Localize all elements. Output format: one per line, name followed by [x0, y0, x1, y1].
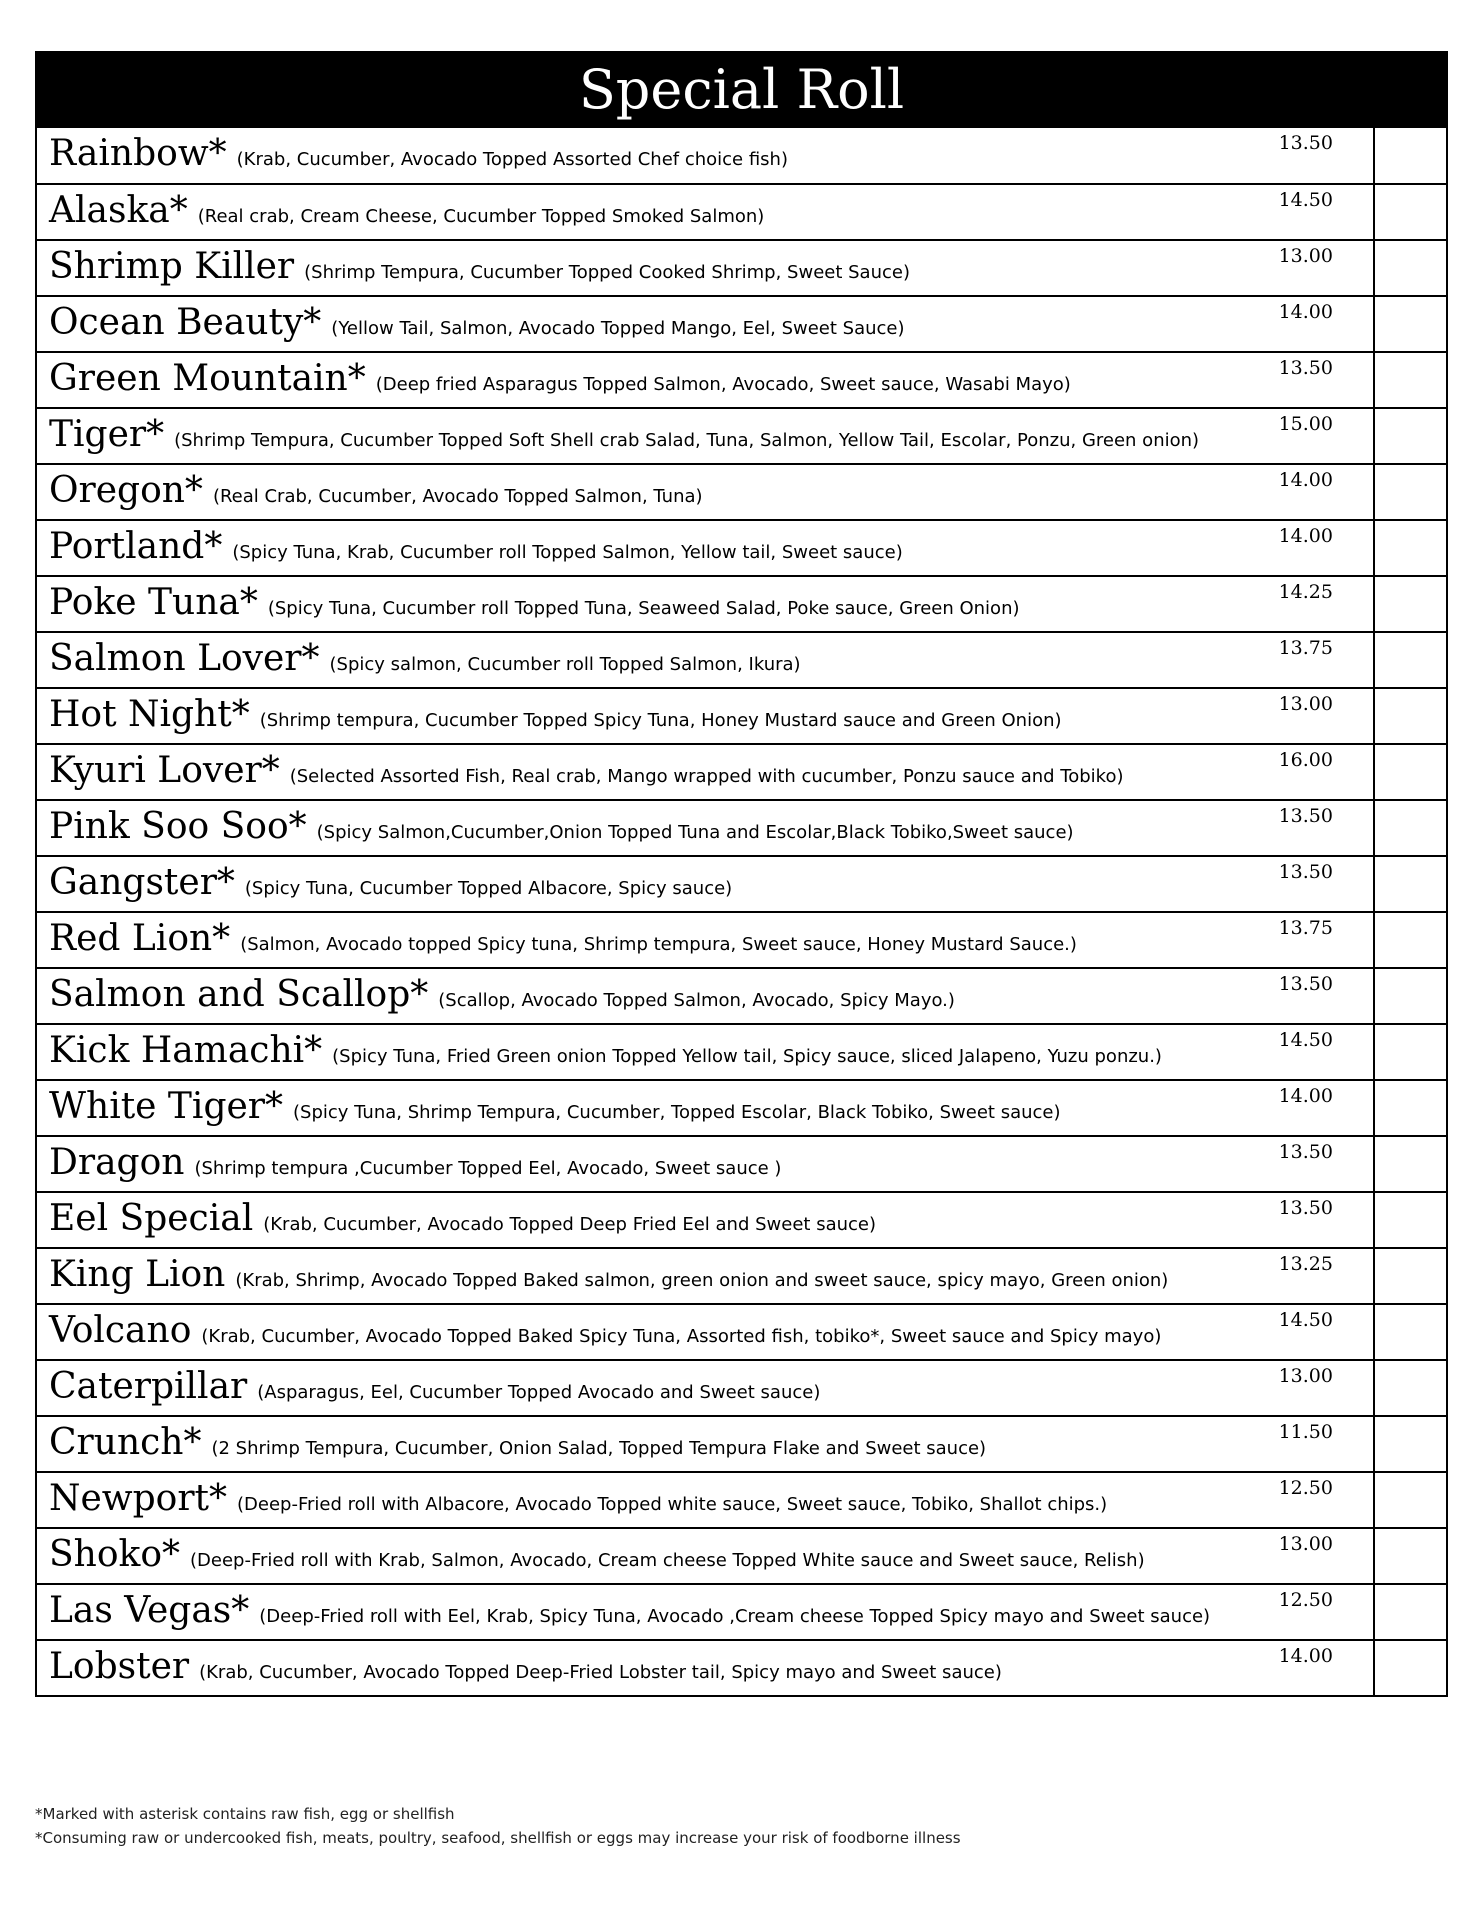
- item-price: 13.50: [1278, 357, 1333, 379]
- footnotes: [35, 1802, 961, 1850]
- item-name: Kick Hamachi*: [49, 1030, 323, 1071]
- menu-row: [37, 1415, 1446, 1471]
- menu-row: [37, 1471, 1446, 1527]
- item-cell: [37, 1585, 1375, 1639]
- item-name: Pink Soo Soo*: [49, 806, 307, 847]
- item-description: (Shrimp tempura, Cucumber Topped Spicy Tuna, Honey Mustard sauce and Green Onion): [259, 710, 1062, 731]
- order-check-box[interactable]: [1375, 745, 1446, 799]
- item-name: Shrimp Killer: [49, 246, 295, 287]
- item-price: 13.00: [1278, 1533, 1333, 1555]
- item-text: [49, 1365, 820, 1415]
- item-price: 13.75: [1278, 637, 1333, 659]
- item-description: (Krab, Cucumber, Avocado Topped Assorted Chef choice fish): [236, 149, 788, 170]
- menu-row: [37, 631, 1446, 687]
- item-text: [49, 189, 764, 239]
- order-check-box[interactable]: [1375, 521, 1446, 575]
- menu-row: [37, 967, 1446, 1023]
- item-cell: [37, 1193, 1375, 1247]
- item-cell: [37, 1081, 1375, 1135]
- item-name: Rainbow*: [49, 133, 227, 174]
- item-cell: [37, 1641, 1375, 1695]
- item-text: [49, 525, 903, 575]
- order-check-box[interactable]: [1375, 241, 1446, 295]
- item-cell: [37, 1305, 1375, 1359]
- item-description: (Selected Assorted Fish, Real crab, Mango wrapped with cucumber, Ponzu sauce and Tobiko): [289, 766, 1124, 787]
- item-cell: [37, 521, 1375, 575]
- item-price: 14.00: [1278, 525, 1333, 547]
- item-cell: [37, 689, 1375, 743]
- item-description: (Deep fried Asparagus Topped Salmon, Avocado, Sweet sauce, Wasabi Mayo): [375, 374, 1071, 395]
- item-cell: [37, 801, 1375, 855]
- item-name: Tiger*: [49, 414, 165, 455]
- item-text: [49, 413, 1199, 463]
- item-cell: [37, 1529, 1375, 1583]
- item-name: Salmon Lover*: [49, 638, 320, 679]
- item-text: [49, 973, 955, 1023]
- order-check-box[interactable]: [1375, 1641, 1446, 1695]
- item-price: 14.00: [1278, 469, 1333, 491]
- item-price: 14.00: [1278, 301, 1333, 323]
- order-check-box[interactable]: [1375, 1081, 1446, 1135]
- item-text: [49, 749, 1124, 799]
- order-check-box[interactable]: [1375, 1585, 1446, 1639]
- item-price: 13.50: [1278, 1197, 1333, 1219]
- item-price: 13.50: [1278, 132, 1333, 154]
- item-text: [49, 357, 1071, 407]
- item-name: Lobster: [49, 1646, 190, 1687]
- item-price: 13.50: [1278, 1141, 1333, 1163]
- order-check-box[interactable]: [1375, 128, 1446, 183]
- item-cell: [37, 1361, 1375, 1415]
- menu-row: [37, 519, 1446, 575]
- item-description: (Krab, Cucumber, Avocado Topped Baked Spicy Tuna, Assorted fish, tobiko*, Sweet sauce and Spicy mayo): [201, 1326, 1162, 1347]
- item-name: Crunch*: [49, 1422, 202, 1463]
- order-check-box[interactable]: [1375, 1361, 1446, 1415]
- order-check-box[interactable]: [1375, 297, 1446, 351]
- item-description: (Spicy Salmon,Cucumber,Onion Topped Tuna and Escolar,Black Tobiko,Sweet sauce): [316, 822, 1074, 843]
- item-cell: [37, 465, 1375, 519]
- menu-row: [37, 128, 1446, 183]
- item-price: 14.50: [1278, 1309, 1333, 1331]
- item-price: 11.50: [1278, 1421, 1333, 1443]
- menu-row: [37, 575, 1446, 631]
- item-description: (Scallop, Avocado Topped Salmon, Avocado, Spicy Mayo.): [438, 990, 955, 1011]
- item-description: (Spicy salmon, Cucumber roll Topped Salmon, Ikura): [329, 654, 801, 675]
- menu-row: [37, 1079, 1446, 1135]
- order-check-box[interactable]: [1375, 1137, 1446, 1191]
- item-description: (Spicy Tuna, Shrimp Tempura, Cucumber, Topped Escolar, Black Tobiko, Sweet sauce): [293, 1102, 1061, 1123]
- menu-row: [37, 1023, 1446, 1079]
- footnote-warning: *Consuming raw or undercooked fish, meats, poultry, seafood, shellfish or eggs may increase your risk of foodborne illness: [35, 1829, 961, 1847]
- item-name: Volcano: [49, 1310, 192, 1351]
- item-text: [49, 1477, 1107, 1527]
- order-check-box[interactable]: [1375, 1305, 1446, 1359]
- item-text: [49, 917, 1077, 967]
- item-name: King Lion: [49, 1254, 226, 1295]
- menu-row: [37, 239, 1446, 295]
- item-price: 14.00: [1278, 1085, 1333, 1107]
- item-text: [49, 1029, 1162, 1079]
- order-check-box[interactable]: [1375, 1473, 1446, 1527]
- item-price: 14.25: [1278, 581, 1333, 603]
- item-name: Green Mountain*: [49, 358, 366, 399]
- menu-row: [37, 1303, 1446, 1359]
- menu-row: [37, 407, 1446, 463]
- item-cell: [37, 633, 1375, 687]
- item-description: (Spicy Tuna, Cucumber roll Topped Tuna, Seaweed Salad, Poke sauce, Green Onion): [267, 598, 1020, 619]
- menu-row: [37, 1247, 1446, 1303]
- item-text: [49, 1421, 986, 1471]
- menu-row: [37, 295, 1446, 351]
- item-description: (Real Crab, Cucumber, Avocado Topped Salmon, Tuna): [212, 486, 703, 507]
- item-price: 13.50: [1278, 861, 1333, 883]
- order-check-box[interactable]: [1375, 969, 1446, 1023]
- item-price: 13.00: [1278, 1365, 1333, 1387]
- item-description: (Shrimp Tempura, Cucumber Topped Cooked Shrimp, Sweet Sauce): [304, 262, 910, 283]
- item-name: Ocean Beauty*: [49, 302, 322, 343]
- item-name: Hot Night*: [49, 694, 250, 735]
- item-text: [49, 805, 1074, 855]
- item-name: Dragon: [49, 1142, 185, 1183]
- item-cell: [37, 1473, 1375, 1527]
- item-text: [49, 693, 1062, 743]
- item-price: 13.50: [1278, 973, 1333, 995]
- menu-row: [37, 1191, 1446, 1247]
- order-check-box[interactable]: [1375, 857, 1446, 911]
- item-description: (Shrimp tempura ,Cucumber Topped Eel, Avocado, Sweet sauce ): [194, 1158, 782, 1179]
- item-text: [49, 1589, 1210, 1639]
- item-name: Eel Special: [49, 1198, 254, 1239]
- item-text: [49, 581, 1020, 631]
- menu-row: [37, 1527, 1446, 1583]
- item-price: 12.50: [1278, 1477, 1333, 1499]
- item-description: (Spicy Tuna, Krab, Cucumber roll Topped Salmon, Yellow tail, Sweet sauce): [232, 542, 903, 563]
- order-check-box[interactable]: [1375, 353, 1446, 407]
- item-price: 13.50: [1278, 805, 1333, 827]
- menu-sheet: [35, 51, 1448, 1697]
- menu-row: [37, 1135, 1446, 1191]
- item-name: Portland*: [49, 526, 223, 567]
- item-name: Newport*: [49, 1478, 228, 1519]
- item-text: [49, 132, 788, 182]
- item-description: (Salmon, Avocado topped Spicy tuna, Shrimp tempura, Sweet sauce, Honey Mustard Sauce.): [240, 934, 1077, 955]
- item-text: [49, 469, 703, 519]
- order-check-box[interactable]: [1375, 1025, 1446, 1079]
- menu-row: [37, 351, 1446, 407]
- item-price: 13.00: [1278, 245, 1333, 267]
- item-description: (Krab, Cucumber, Avocado Topped Deep-Fried Lobster tail, Spicy mayo and Sweet sauce): [199, 1662, 1002, 1683]
- item-cell: [37, 1249, 1375, 1303]
- item-cell: [37, 577, 1375, 631]
- item-price: 15.00: [1278, 413, 1333, 435]
- item-description: (Deep-Fried roll with Albacore, Avocado Topped white sauce, Sweet sauce, Tobiko, Shallot chips.): [237, 1494, 1108, 1515]
- item-text: [49, 245, 910, 295]
- item-cell: [37, 353, 1375, 407]
- item-name: Poke Tuna*: [49, 582, 258, 623]
- item-name: Shoko*: [49, 1534, 181, 1575]
- item-text: [49, 1141, 781, 1191]
- item-text: [49, 861, 732, 911]
- order-check-box[interactable]: [1375, 913, 1446, 967]
- item-name: White Tiger*: [49, 1086, 283, 1127]
- item-name: Caterpillar: [49, 1366, 248, 1407]
- item-description: (Yellow Tail, Salmon, Avocado Topped Mango, Eel, Sweet Sauce): [331, 318, 905, 339]
- item-name: Salmon and Scallop*: [49, 974, 429, 1015]
- item-description: (2 Shrimp Tempura, Cucumber, Onion Salad, Topped Tempura Flake and Sweet sauce): [211, 1438, 987, 1459]
- menu-row: [37, 1359, 1446, 1415]
- item-price: 12.50: [1278, 1589, 1333, 1611]
- item-cell: [37, 745, 1375, 799]
- item-text: [49, 1197, 876, 1247]
- item-text: [49, 1085, 1061, 1135]
- item-name: Alaska*: [49, 190, 188, 231]
- item-cell: [37, 1417, 1375, 1471]
- item-text: [49, 1309, 1161, 1359]
- item-description: (Deep-Fried roll with Eel, Krab, Spicy Tuna, Avocado ,Cream cheese Topped Spicy mayo and Sweet sauce): [259, 1606, 1211, 1627]
- item-price: 13.75: [1278, 917, 1333, 939]
- order-check-box[interactable]: [1375, 689, 1446, 743]
- menu-row: [37, 687, 1446, 743]
- item-cell: [37, 297, 1375, 351]
- menu-row: [37, 183, 1446, 239]
- order-check-box[interactable]: [1375, 409, 1446, 463]
- item-cell: [37, 128, 1375, 183]
- item-description: (Asparagus, Eel, Cucumber Topped Avocado and Sweet sauce): [257, 1382, 821, 1403]
- item-cell: [37, 913, 1375, 967]
- item-description: (Spicy Tuna, Cucumber Topped Albacore, Spicy sauce): [244, 878, 733, 899]
- item-name: Las Vegas*: [49, 1590, 250, 1631]
- item-price: 13.25: [1278, 1253, 1333, 1275]
- order-check-box[interactable]: [1375, 1417, 1446, 1471]
- menu-row: [37, 799, 1446, 855]
- menu-row: [37, 855, 1446, 911]
- menu-row: [37, 1639, 1446, 1695]
- order-check-box[interactable]: [1375, 185, 1446, 239]
- item-cell: [37, 857, 1375, 911]
- order-check-box[interactable]: [1375, 801, 1446, 855]
- order-check-box[interactable]: [1375, 1249, 1446, 1303]
- item-price: 14.50: [1278, 1029, 1333, 1051]
- item-description: (Real crab, Cream Cheese, Cucumber Topped Smoked Salmon): [197, 206, 765, 227]
- item-cell: [37, 409, 1375, 463]
- footnote-raw: *Marked with asterisk contains raw fish, egg or shellfish: [35, 1805, 455, 1823]
- order-check-box[interactable]: [1375, 633, 1446, 687]
- item-cell: [37, 241, 1375, 295]
- order-check-box[interactable]: [1375, 1529, 1446, 1583]
- item-cell: [37, 185, 1375, 239]
- item-name: Gangster*: [49, 862, 235, 903]
- item-name: Oregon*: [49, 470, 203, 511]
- item-name: Red Lion*: [49, 918, 231, 959]
- item-cell: [37, 969, 1375, 1023]
- order-check-box[interactable]: [1375, 1193, 1446, 1247]
- menu-row: [37, 911, 1446, 967]
- item-text: [49, 1645, 1002, 1695]
- item-text: [49, 1253, 1168, 1303]
- order-check-box[interactable]: [1375, 577, 1446, 631]
- menu-row: [37, 1583, 1446, 1639]
- item-price: 16.00: [1278, 749, 1333, 771]
- item-description: (Shrimp Tempura, Cucumber Topped Soft Shell crab Salad, Tuna, Salmon, Yellow Tail, Escolar, Ponzu, Green onion): [174, 430, 1200, 451]
- menu-table: [35, 128, 1448, 1697]
- item-description: (Krab, Shrimp, Avocado Topped Baked salmon, green onion and sweet sauce, spicy mayo, Green onion): [235, 1270, 1169, 1291]
- item-cell: [37, 1025, 1375, 1079]
- item-price: 14.00: [1278, 1645, 1333, 1667]
- item-text: [49, 637, 801, 687]
- item-text: [49, 1533, 1145, 1583]
- item-description: (Spicy Tuna, Fried Green onion Topped Yellow tail, Spicy sauce, sliced Jalapeno, Yuzu ponzu.): [332, 1046, 1162, 1067]
- item-price: 14.50: [1278, 189, 1333, 211]
- order-check-box[interactable]: [1375, 465, 1446, 519]
- menu-title: Special Roll: [35, 51, 1448, 128]
- item-description: (Krab, Cucumber, Avocado Topped Deep Fried Eel and Sweet sauce): [263, 1214, 877, 1235]
- item-cell: [37, 1137, 1375, 1191]
- item-description: (Deep-Fried roll with Krab, Salmon, Avocado, Cream cheese Topped White sauce and Sweet sauce, Relish): [190, 1550, 1145, 1571]
- menu-row: [37, 463, 1446, 519]
- item-price: 13.00: [1278, 693, 1333, 715]
- item-text: [49, 301, 905, 351]
- menu-row: [37, 743, 1446, 799]
- item-name: Kyuri Lover*: [49, 750, 280, 791]
